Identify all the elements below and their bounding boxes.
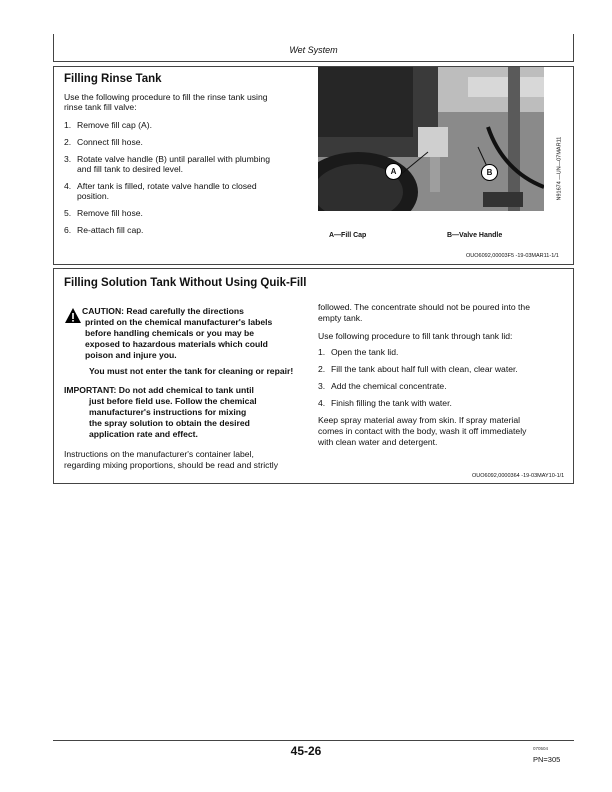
header-title: Wet System: [289, 45, 338, 55]
section2-ref: OUO6092,0000364 -19-03MAY10-1/1: [472, 473, 565, 479]
step-number: 3.: [318, 381, 326, 391]
caution-line1: CAUTION: Read carefully the directions: [82, 306, 244, 316]
caution-line6: You must not enter the tank for cleaning or repair!: [89, 366, 294, 376]
caution-line4: exposed to hazardous materials which could: [85, 339, 268, 349]
caption-valve-handle: B—Valve Handle: [447, 232, 503, 239]
keep-away-line1: Keep spray material away from skin. If spray material: [318, 415, 521, 425]
step-text: Fill the tank about half full with clean, clear water.: [331, 364, 518, 374]
page-header: [53, 34, 574, 62]
right-text-line3: Use following procedure to fill tank through tank lid:: [318, 331, 513, 341]
step-number: 1.: [64, 120, 72, 130]
step-number: 4.: [318, 398, 326, 408]
instructions-line2: regarding mixing proportions, should be read and strictly: [64, 460, 279, 470]
important-line5: application rate and effect.: [89, 429, 198, 439]
step-number: 6.: [64, 225, 72, 235]
step-text: Add the chemical concentrate.: [331, 381, 447, 391]
section1-intro-line1: Use the following procedure to fill the rinse tank using: [64, 92, 268, 102]
caption-fill-cap: A—Fill Cap: [329, 232, 367, 239]
step-number: 2.: [318, 364, 326, 374]
important-line3: manufacturer's instructions for mixing: [89, 407, 247, 417]
warning-triangle-icon: [65, 308, 81, 323]
footer-code: 070504: [533, 746, 549, 751]
instructions-line1: Instructions on the manufacturer's container label,: [64, 449, 254, 459]
pn-number: PN=305: [533, 755, 561, 764]
step-text: Re-attach fill cap.: [77, 225, 144, 235]
keep-away-line3: with clean water and detergent.: [318, 437, 438, 447]
rinse-tank-illustration: [318, 67, 544, 211]
step-number: 2.: [64, 137, 72, 147]
keep-away-line2: comes in contact with the body, wash it off immediately: [318, 426, 527, 436]
section1-intro-line2: rinse tank fill valve:: [64, 102, 137, 112]
rinse-tank-photo: [318, 67, 544, 211]
caution-line3: before handling chemicals or you may be: [85, 328, 255, 338]
callout-b: B: [481, 164, 498, 181]
step-text-cont: position.: [77, 191, 110, 201]
right-text-line1: followed. The concentrate should not be poured into the: [318, 302, 530, 312]
step-text: Remove fill cap (A).: [77, 120, 152, 130]
important-line1: IMPORTANT: Do not add chemical to tank until: [64, 385, 254, 395]
section2-title: Filling Solution Tank Without Using Quik-Fill: [64, 277, 307, 289]
step-number: 4.: [64, 181, 72, 191]
step-text: Connect fill hose.: [77, 137, 143, 147]
footer-rule: [53, 740, 574, 741]
step-number: 5.: [64, 208, 72, 218]
caution-line5: poison and injure you.: [85, 350, 177, 360]
step-number: 1.: [318, 347, 326, 357]
right-text-line2: empty tank.: [318, 313, 363, 323]
step-text: Rotate valve handle (B) until parallel with plumbing: [77, 154, 270, 164]
page-number: 45-26: [290, 744, 322, 758]
step-text: After tank is filled, rotate valve handle to closed: [77, 181, 257, 191]
important-line2: just before field use. Follow the chemical: [89, 396, 257, 406]
photo-id: [552, 70, 564, 210]
step-text: Finish filling the tank with water.: [331, 398, 452, 408]
step-text: Remove fill hose.: [77, 208, 143, 218]
section1-ref: OUO6092,00003F5 -19-03MAR11-1/1: [466, 253, 559, 259]
photo-id-text: N91674 —UN—07MAR11: [556, 136, 563, 201]
caution-line2: printed on the chemical manufacturer's labels: [85, 317, 273, 327]
callout-a: A: [385, 163, 402, 180]
important-line4: the spray solution to obtain the desired: [89, 418, 250, 428]
step-text: Open the tank lid.: [331, 347, 399, 357]
step-text-cont: and fill tank to desired level.: [77, 164, 184, 174]
section1-title: Filling Rinse Tank: [64, 73, 162, 85]
step-number: 3.: [64, 154, 72, 164]
